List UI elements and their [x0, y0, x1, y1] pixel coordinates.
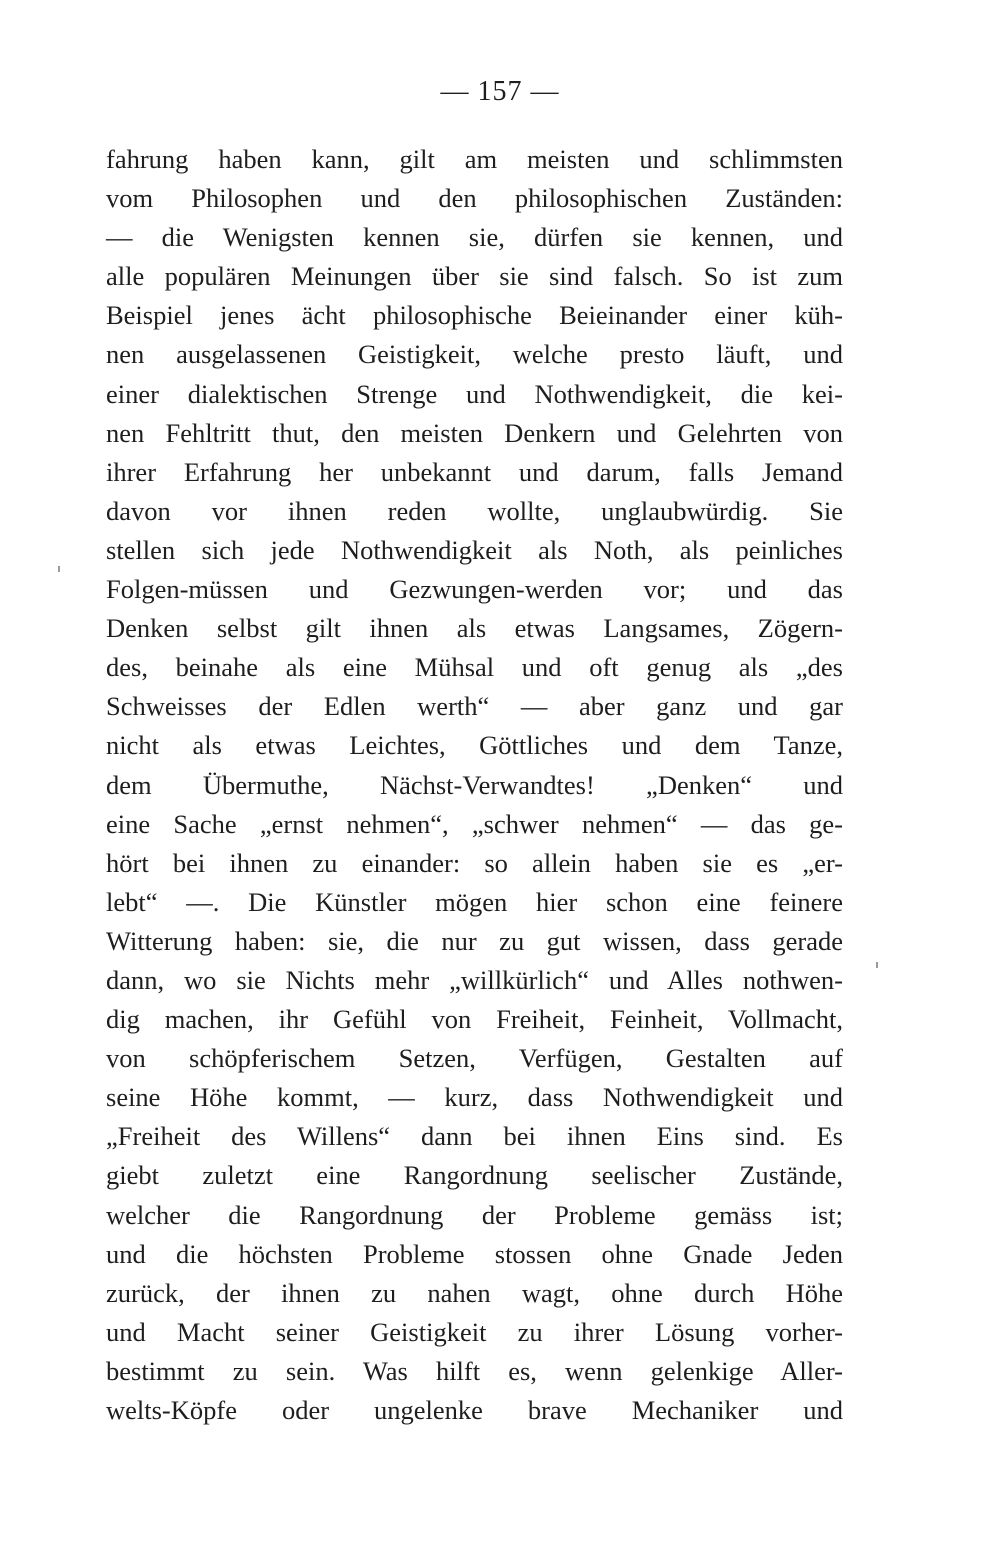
text-line: Denken selbst gilt ihnen als etwas Langsames, Zögern- [106, 613, 843, 644]
text-line: Schweisses der Edlen werth“ — aber ganz und gar [106, 691, 843, 722]
text-line: von schöpferischem Setzen, Verfügen, Gestalten auf [106, 1043, 843, 1074]
text-line: dig machen, ihr Gefühl von Freiheit, Feinheit, Vollmacht, [106, 1004, 843, 1035]
text-line: alle populären Meinungen über sie sind falsch. So ist zum [106, 261, 843, 292]
scan-speck [58, 566, 60, 572]
text-line: zurück, der ihnen zu nahen wagt, ohne durch Höhe [106, 1277, 843, 1308]
text-line: lebt“ —. Die Künstler mögen hier schon eine feinere [106, 886, 843, 917]
scan-speck [876, 962, 878, 968]
text-line: welts-Köpfe oder ungelenke brave Mechaniker und [106, 1395, 843, 1425]
text-line: fahrung haben kann, gilt am meisten und schlimmsten [106, 144, 843, 174]
text-line: davon vor ihnen reden wollte, unglaubwürdig. Sie [106, 495, 843, 526]
text-line: vom Philosophen und den philosophischen Zuständen: [106, 183, 843, 214]
text-line: nen Fehltritt thut, den meisten Denkern und Gelehrten von [106, 417, 843, 448]
text-line: nicht als etwas Leichtes, Göttliches und dem Tanze, [106, 730, 843, 761]
text-line: giebt zuletzt eine Rangordnung seelischer Zustände, [106, 1160, 843, 1191]
text-line: dann, wo sie Nichts mehr „willkürlich“ und Alles nothwen- [106, 964, 843, 995]
text-line: des, beinahe als eine Mühsal und oft genug als „des [106, 652, 843, 683]
text-line: „Freiheit des Willens“ dann bei ihnen Eins sind. Es [106, 1121, 843, 1152]
text-line: und Macht seiner Geistigkeit zu ihrer Lösung vorher- [106, 1316, 843, 1347]
text-line: nen ausgelassenen Geistigkeit, welche presto läuft, und [106, 339, 843, 370]
text-line: — die Wenigsten kennen sie, dürfen sie kennen, und [106, 222, 843, 253]
text-line: und die höchsten Probleme stossen ohne Gnade Jeden [106, 1238, 843, 1269]
text-line: seine Höhe kommt, — kurz, dass Nothwendigkeit und [106, 1082, 843, 1113]
text-line: Folgen-müssen und Gezwungen-werden vor; und das [106, 574, 843, 605]
text-line: bestimmt zu sein. Was hilft es, wenn gelenkige Aller- [106, 1355, 843, 1386]
text-line: Witterung haben: sie, die nur zu gut wissen, dass gerade [106, 925, 843, 956]
text-line: stellen sich jede Nothwendigkeit als Noth, als peinliches [106, 534, 843, 565]
body-text [106, 140, 843, 1430]
text-line: dem Übermuthe, Nächst-Verwandtes! „Denken“ und [106, 769, 843, 800]
text-line: eine Sache „ernst nehmen“, „schwer nehmen“ — das ge- [106, 808, 843, 839]
text-line: hört bei ihnen zu einander: so allein haben sie es „er- [106, 847, 843, 878]
text-line: einer dialektischen Strenge und Nothwendigkeit, die kei- [106, 378, 843, 409]
text-line: ihrer Erfahrung her unbekannt und darum, falls Jemand [106, 456, 843, 487]
text-line: welcher die Rangordnung der Probleme gemäss ist; [106, 1199, 843, 1230]
page-number: — 157 — [440, 76, 560, 107]
text-line: Beispiel jenes ächt philosophische Beieinander einer küh- [106, 300, 843, 331]
